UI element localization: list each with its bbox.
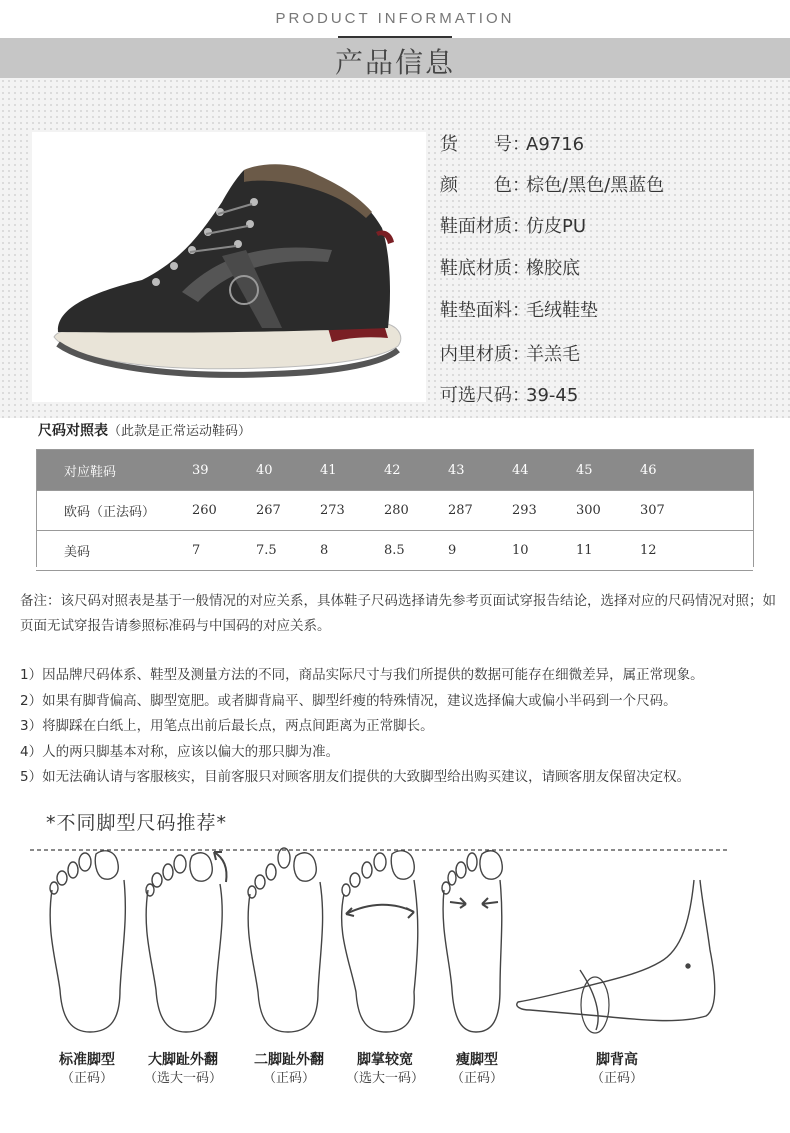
header-title-cn: 产品信息 (334, 46, 455, 79)
list-item: 4）人的两只脚基本对称，应该以偏大的那只脚为准。 (20, 743, 340, 760)
spec-value: 毛绒鞋垫 (526, 300, 598, 321)
foot-bunion-icon (146, 852, 227, 1032)
foot-standard-icon (50, 851, 125, 1032)
table-cell: 7.5 (256, 531, 320, 571)
list-item: 3）将脚踩在白纸上，用笔点出前后最长点，两点间距离为正常脚长。 (20, 718, 434, 734)
foot-type-advice: （正码） (450, 1071, 503, 1086)
list-item: 2）如果有脚背偏高、脚型宽肥。或者脚背扁平、脚型纤瘦的特殊情况，建议选择偏大或偏小半码到一个尺码。 (20, 692, 677, 709)
header-divider (338, 36, 452, 38)
size-chart-note: （此款是正常运动鞋码） (108, 424, 252, 439)
table-cell: 300 (576, 491, 640, 531)
spec-value: 39-45 (526, 385, 579, 406)
spec-insole-fabric: 鞋垫面料：毛绒鞋垫 (440, 300, 598, 321)
foot-type-label: 脚背高 (596, 1052, 638, 1068)
spec-sizes: 可选尺码：39-45 (440, 385, 579, 406)
table-cell: 41 (320, 450, 384, 491)
table-cell: 280 (384, 491, 448, 531)
remark-text: 备注：该尺码对照表是基于一般情况的对应关系，具体鞋子尺码选择请先参考页面试穿报告结论，选择对应的尺码情况对照；如页面无试穿报告请参照标准码与中国码的对应关系。 (20, 593, 776, 634)
row-label: 美码 (36, 531, 192, 571)
table-row (36, 491, 753, 531)
foot-type-label: 二脚趾外翻 (254, 1052, 324, 1068)
table-cell: 8 (320, 531, 384, 571)
table-cell: 45 (576, 450, 640, 491)
foot-type-label: 脚掌较宽 (357, 1052, 413, 1068)
table-cell: 39 (192, 450, 256, 491)
table-cell: 8.5 (384, 531, 448, 571)
foot-second-toe-icon (248, 848, 323, 1032)
table-row (36, 531, 753, 571)
spec-value: 棕色/黑色/黑蓝色 (526, 175, 665, 196)
table-cell: 44 (512, 450, 576, 491)
spec-lining-material: 内里材质：羊羔毛 (440, 344, 580, 365)
foot-type-advice: （正码） (590, 1071, 643, 1086)
spec-value: 羊羔毛 (526, 344, 580, 365)
table-cell: 40 (256, 450, 320, 491)
foot-guide-title: *不同脚型尺码推荐* (46, 812, 228, 834)
spec-value: 橡胶底 (526, 258, 580, 279)
foot-type-advice: （正码） (60, 1071, 113, 1086)
row-label: 欧码（正法码） (36, 491, 192, 531)
table-cell: 273 (320, 491, 384, 531)
table-cell: 293 (512, 491, 576, 531)
size-chart-title: 尺码对照表（此款是正常运动鞋码） (38, 423, 252, 439)
spec-value: 仿皮PU (526, 216, 587, 237)
foot-type-advice: （正码） (262, 1071, 315, 1086)
table-cell: 9 (448, 531, 512, 571)
foot-wide-icon (342, 851, 418, 1032)
foot-type-illustrations (0, 840, 790, 1050)
spec-upper-material: 鞋面材质：仿皮PU (440, 216, 587, 237)
product-photo (32, 132, 426, 402)
shoe-image (32, 132, 426, 402)
row-label: 对应鞋码 (36, 450, 192, 491)
list-item: 1）因品牌尺码体系、鞋型及测量方法的不同，商品实际尺寸与我们所提供的数据可能存在细微差异，属正常现象。 (20, 667, 704, 683)
table-cell: 7 (192, 531, 256, 571)
size-chart-table (36, 449, 753, 571)
table-cell: 46 (640, 450, 704, 491)
table-cell: 12 (640, 531, 704, 571)
spec-item-number: 货 号：A9716 (440, 134, 585, 155)
list-item: 5）如无法确认请与客服核实，目前客服只对顾客朋友们提供的大致脚型给出购买建议，请顾客朋友保留决定权。 (20, 769, 691, 785)
spec-color: 颜 色：棕色/黑色/黑蓝色 (440, 175, 665, 196)
foot-type-advice: （选大一码） (345, 1071, 424, 1086)
tips-list (20, 663, 790, 791)
table-row (36, 450, 753, 491)
header-title-en: PRODUCT INFORMATION (275, 10, 515, 27)
foot-high-instep-icon (517, 880, 715, 1033)
foot-type-label: 瘦脚型 (456, 1052, 498, 1068)
foot-type-label: 标准脚型 (59, 1052, 115, 1068)
section-header (0, 0, 790, 78)
spec-sole-material: 鞋底材质：橡胶底 (440, 258, 580, 279)
table-cell: 260 (192, 491, 256, 531)
table-cell: 307 (640, 491, 704, 531)
table-cell: 287 (448, 491, 512, 531)
foot-type-advice: （选大一码） (143, 1071, 222, 1086)
table-cell: 10 (512, 531, 576, 571)
foot-slim-icon (442, 851, 502, 1032)
table-cell: 267 (256, 491, 320, 531)
table-cell: 43 (448, 450, 512, 491)
foot-type-label: 大脚趾外翻 (148, 1052, 218, 1068)
table-cell: 42 (384, 450, 448, 491)
table-cell: 11 (576, 531, 640, 571)
spec-value: A9716 (526, 134, 585, 155)
